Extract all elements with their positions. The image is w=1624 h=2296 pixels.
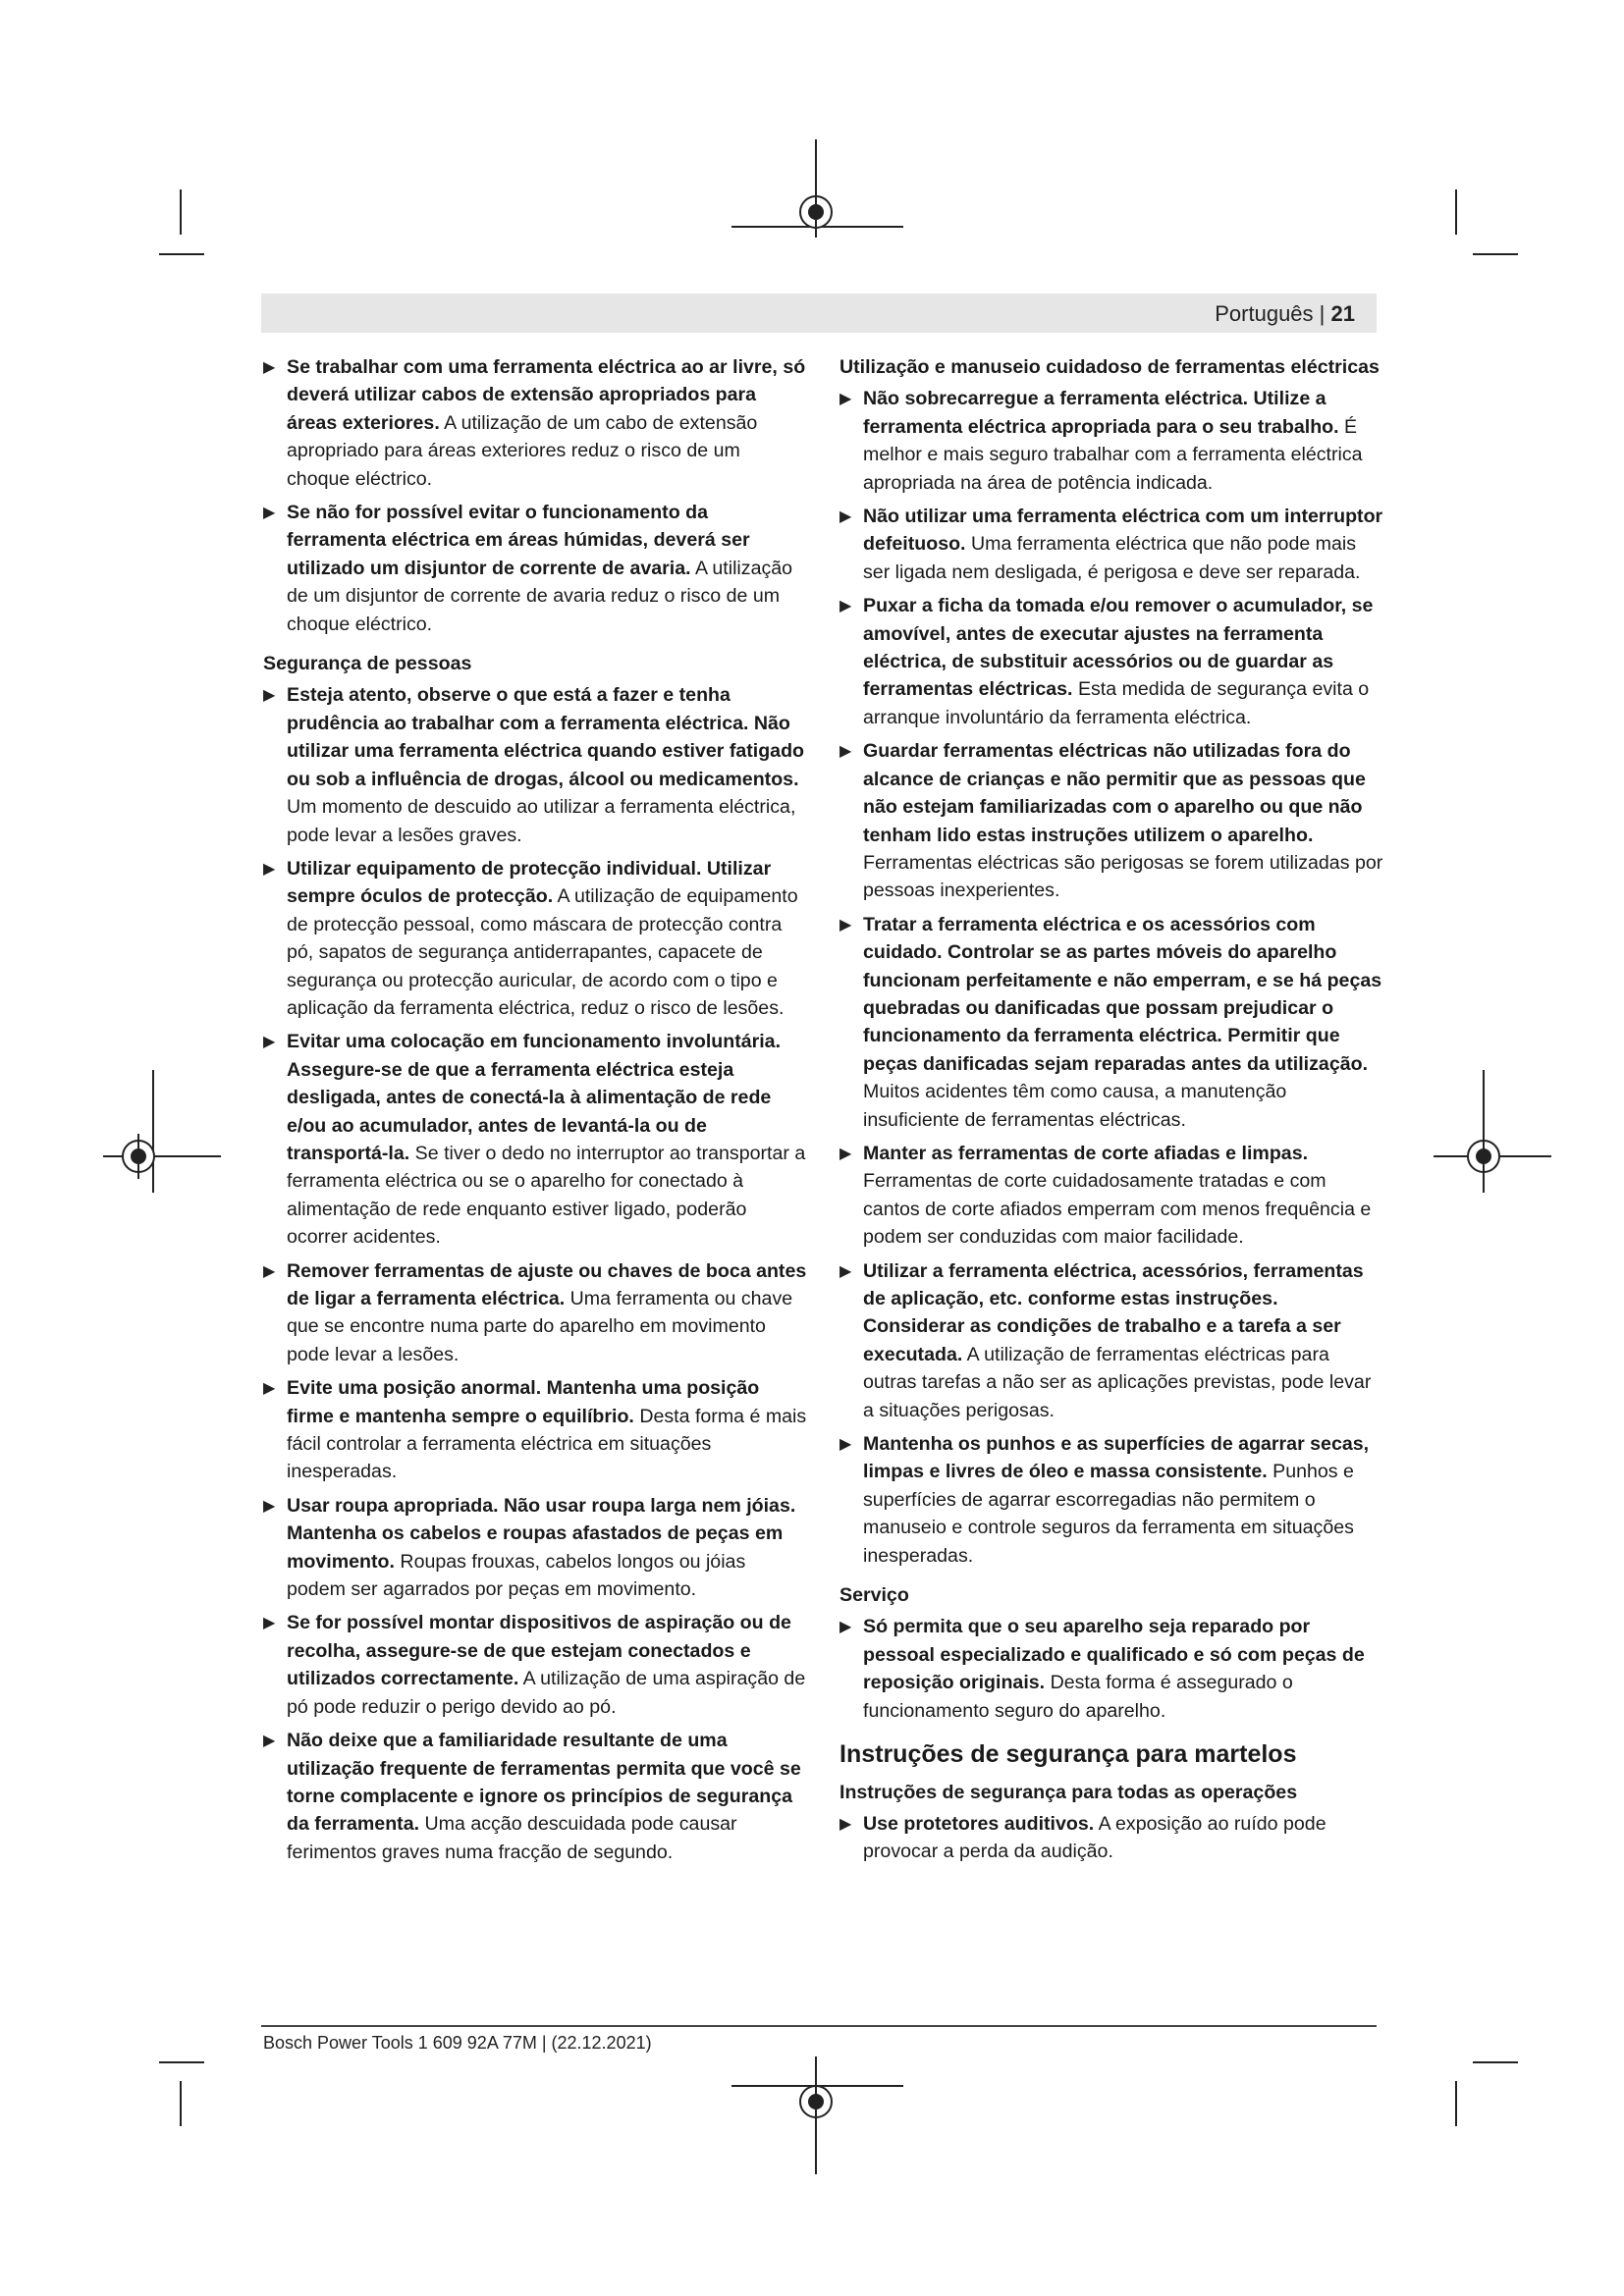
bullet-arrow-icon: ▶ (263, 1380, 276, 1398)
crop-mark (180, 2081, 182, 2126)
item-bold-text: Tratar a ferramenta eléctrica e os acessórios com cuidado. Controlar se as partes móveis do aparelho funcionam perfeitamente e não emperram, e se há peças quebradas ou danificadas que possam prejudicar o funcionamento da ferramenta eléctrica. Permitir que peças danificadas sejam reparadas antes da utilização. (863, 913, 1382, 1075)
registration-target-icon (799, 2085, 833, 2118)
item-text: Uma ferramenta eléctrica que não pode mais ser ligada nem desligada, é perigosa e deve ser reparada. (863, 533, 1361, 583)
item-text: Ferramentas eléctricas são perigosas se forem utilizadas por pessoas inexperientes. (863, 851, 1383, 902)
bullet-arrow-icon: ▶ (263, 860, 276, 878)
registration-target-icon (799, 195, 833, 229)
item-bold-text: Esteja atento, observe o que está a fazer e tenha prudência ao trabalhar com a ferramenta eléctrica. Não utilizar uma ferramenta eléctrica quando estiver fatigado ou sob a influência de drogas, álcool ou medicamentos. (287, 684, 805, 790)
page-header (261, 294, 1377, 333)
safety-item (839, 1810, 1384, 1866)
item-text: Desta forma é mais fácil controlar a ferramenta eléctrica em situações inesperadas. (287, 1405, 807, 1483)
footer-divider (261, 2025, 1377, 2027)
bullet-arrow-icon: ▶ (839, 1815, 852, 1833)
item-bold-text: Mantenha os punhos e as superfícies de agarrar secas, limpas e livres de óleo e massa consistente. (863, 1433, 1370, 1483)
bullet-arrow-icon: ▶ (839, 391, 852, 408)
item-text: A exposição ao ruído pode provocar a perda da audição. (863, 1812, 1326, 1863)
item-bold-text: Utilizar equipamento de protecção individual. Utilizar sempre óculos de protecção. (287, 857, 772, 908)
item-text: Se tiver o dedo no interruptor ao transportar a ferramenta eléctrica ou se o aparelho for conectado à alimentação de rede enquanto estiver ligado, poderão ocorrer acidentes. (287, 1142, 806, 1249)
item-bold-text: Só permita que o seu aparelho seja reparado por pessoal especializado e qualificado e só com peças de reposição originais. (863, 1616, 1365, 1694)
safety-item (263, 1727, 808, 1866)
safety-item (839, 1140, 1384, 1252)
item-bold-text: Usar roupa apropriada. Não usar roupa larga nem jóias. Mantenha os cabelos e roupas afastados de peças em movimento. (287, 1494, 796, 1573)
item-text: A utilização de um disjuntor de corrente de avaria reduz o risco de um choque eléctrico. (287, 557, 793, 635)
crop-mark (1455, 189, 1457, 235)
left-column (263, 353, 808, 1872)
item-text: Desta forma é assegurado o funcionamento seguro do aparelho. (863, 1672, 1293, 1722)
safety-item (263, 1492, 808, 1604)
safety-item (263, 353, 808, 493)
item-bold-text: Use protetores auditivos. (863, 1812, 1095, 1835)
safety-item (263, 855, 808, 1022)
item-bold-text: Guardar ferramentas eléctricas não utilizadas fora do alcance de crianças e não permitir que as pessoas que não estejam familiarizadas com o aparelho ou que não tenham lido estas instruções utilizem o aparelho. (863, 740, 1366, 846)
header-language: Português (1215, 301, 1314, 326)
bullet-arrow-icon: ▶ (839, 508, 852, 526)
footer-text: Bosch Power Tools 1 609 92A 77M | (22.12.2021) (263, 2033, 652, 2053)
safety-item (263, 1257, 808, 1369)
bullet-arrow-icon: ▶ (263, 1615, 276, 1632)
safety-item (263, 1028, 808, 1251)
safety-item (839, 503, 1384, 586)
crop-mark (1473, 253, 1518, 255)
crop-mark (159, 2061, 204, 2063)
safety-item (839, 1430, 1384, 1570)
item-text: Uma ferramenta ou chave que se encontre numa parte do aparelho em movimento pode levar a lesões. (287, 1288, 793, 1365)
hammer-subsection-heading: Instruções de segurança para todas as operações (839, 1781, 1298, 1803)
bullet-arrow-icon: ▶ (263, 687, 276, 705)
item-bold-text: Se for possível montar dispositivos de aspiração ou de recolha, assegure-se de que estejam conectados e utilizados correctamente. (287, 1612, 791, 1690)
bullet-arrow-icon: ▶ (839, 1145, 852, 1162)
bullet-arrow-icon: ▶ (839, 743, 852, 761)
safety-item (839, 1257, 1384, 1424)
bullet-arrow-icon: ▶ (839, 1436, 852, 1454)
item-bold-text: Evitar uma colocação em funcionamento involuntária. Assegure-se de que a ferramenta eléctrica esteja desligada, antes de conectá-la à alimentação de rede e/ou ao acumulador, antes de levantá-la ou de transportá-la. (287, 1031, 782, 1164)
item-bold-text: Se não for possível evitar o funcionamento da ferramenta eléctrica em áreas húmidas, deverá ser utilizado um disjuntor de corrente de avaria. (287, 502, 750, 579)
bullet-arrow-icon: ▶ (263, 1733, 276, 1750)
registration-target-icon (122, 1140, 155, 1173)
header-label (1215, 301, 1355, 327)
safety-item (839, 592, 1384, 731)
item-text: A utilização de equipamento de protecção pessoal, como máscara de protecção contra pó, sapatos de segurança antiderrapantes, capacete de segurança ou protecção auricular, de acordo com o tipo e aplicação da ferramenta eléctrica, reduz o risco de lesões. (287, 885, 798, 1019)
item-text: A utilização de ferramentas eléctricas para outras tarefas a não ser as aplicações previstas, pode levar a situações perigosas. (863, 1343, 1372, 1421)
header-separator: | (1319, 301, 1326, 326)
item-bold-text: Remover ferramentas de ajuste ou chaves de boca antes de ligar a ferramenta eléctrica. (287, 1259, 807, 1309)
crop-mark (1473, 2061, 1518, 2063)
safety-item (263, 1609, 808, 1721)
item-text: Esta medida de segurança evita o arranque involuntário da ferramenta eléctrica. (863, 678, 1370, 728)
item-text: A utilização de um cabo de extensão apropriado para áreas exteriores reduz o risco de um choque eléctrico. (287, 411, 758, 490)
item-text: Muitos acidentes têm como causa, a manutenção insuficiente de ferramentas eléctricas. (863, 1081, 1287, 1131)
registration-line (103, 1155, 221, 1157)
bullet-arrow-icon: ▶ (839, 1619, 852, 1636)
safety-item (839, 385, 1384, 497)
service-heading: Serviço (839, 1584, 909, 1607)
item-text: Ferramentas de corte cuidadosamente tratadas e com cantos de corte afiados emperram com menos frequência e podem ser conduzidas com maior facilidade. (863, 1170, 1372, 1249)
item-text: Um momento de descuido ao utilizar a ferramenta eléctrica, pode levar a lesões graves. (287, 796, 796, 846)
safety-item (263, 1374, 808, 1486)
crop-mark (1455, 2081, 1457, 2126)
crop-mark (180, 189, 182, 235)
safety-item (839, 1613, 1384, 1725)
page-number: 21 (1330, 301, 1355, 326)
bullet-arrow-icon: ▶ (263, 1262, 276, 1280)
item-bold-text: Puxar a ficha da tomada e/ou remover o acumulador, se amovível, antes de executar ajustes na ferramenta eléctrica, de substituir acessórios ou de guardar as ferramentas eléctricas. (863, 595, 1374, 701)
safety-item (263, 499, 808, 638)
bullet-arrow-icon: ▶ (839, 1262, 852, 1280)
item-text: É melhor e mais seguro trabalhar com a ferramenta eléctrica apropriada na área de potência indicada. (863, 415, 1363, 494)
item-text: A utilização de uma aspiração de pó pode reduzir o perigo devido ao pó. (287, 1668, 806, 1718)
item-text: Uma acção descuidada pode causar ferimentos graves numa fracção de segundo. (287, 1813, 737, 1863)
item-bold-text: Evite uma posição anormal. Mantenha uma posição firme e mantenha sempre o equilíbrio. (287, 1377, 760, 1427)
hammer-section-title: Instruções de segurança para martelos (839, 1740, 1297, 1769)
item-bold-text: Manter as ferramentas de corte afiadas e limpas. (863, 1142, 1309, 1164)
registration-line (152, 1070, 154, 1193)
bullet-arrow-icon: ▶ (839, 598, 852, 615)
item-text: Roupas frouxas, cabelos longos ou jóias podem ser agarrados por peças em movimento. (287, 1550, 746, 1601)
right-column (839, 353, 1384, 1872)
bullet-arrow-icon: ▶ (839, 916, 852, 934)
bullet-arrow-icon: ▶ (263, 1034, 276, 1051)
safety-item (263, 681, 808, 848)
crop-mark (159, 253, 204, 255)
bullet-arrow-icon: ▶ (263, 1497, 276, 1515)
safety-item (839, 911, 1384, 1134)
bullet-arrow-icon: ▶ (263, 505, 276, 522)
bullet-arrow-icon: ▶ (263, 359, 276, 376)
safety-item (839, 737, 1384, 904)
item-bold-text: Se trabalhar com uma ferramenta eléctrica ao ar livre, só deverá utilizar cabos de extensão apropriados para áreas exteriores. (287, 356, 806, 434)
item-bold-text: Não sobrecarregue a ferramenta eléctrica. Utilize a ferramenta eléctrica apropriada para o seu trabalho. (863, 388, 1339, 438)
registration-target-icon (1467, 1140, 1500, 1173)
section-heading: Segurança de pessoas (263, 653, 472, 675)
item-bold-text: Não deixe que a familiaridade resultante de uma utilização frequente de ferramentas permita que você se torne complacente e ignore os princípios de segurança da ferramenta. (287, 1730, 801, 1836)
section-heading: Utilização e manuseio cuidadoso de ferramentas eléctricas (839, 356, 1380, 378)
item-text: Punhos e superfícies de agarrar escorregadias não permitem o manuseio e controle seguros da ferramenta em situações inesperadas. (863, 1461, 1354, 1567)
item-bold-text: Utilizar a ferramenta eléctrica, acessórios, ferramentas de aplicação, etc. conforme estas instruções. Considerar as condições de trabalho e a tarefa a ser executada. (863, 1259, 1364, 1365)
item-bold-text: Não utilizar uma ferramenta eléctrica com um interruptor defeituoso. (863, 506, 1383, 556)
